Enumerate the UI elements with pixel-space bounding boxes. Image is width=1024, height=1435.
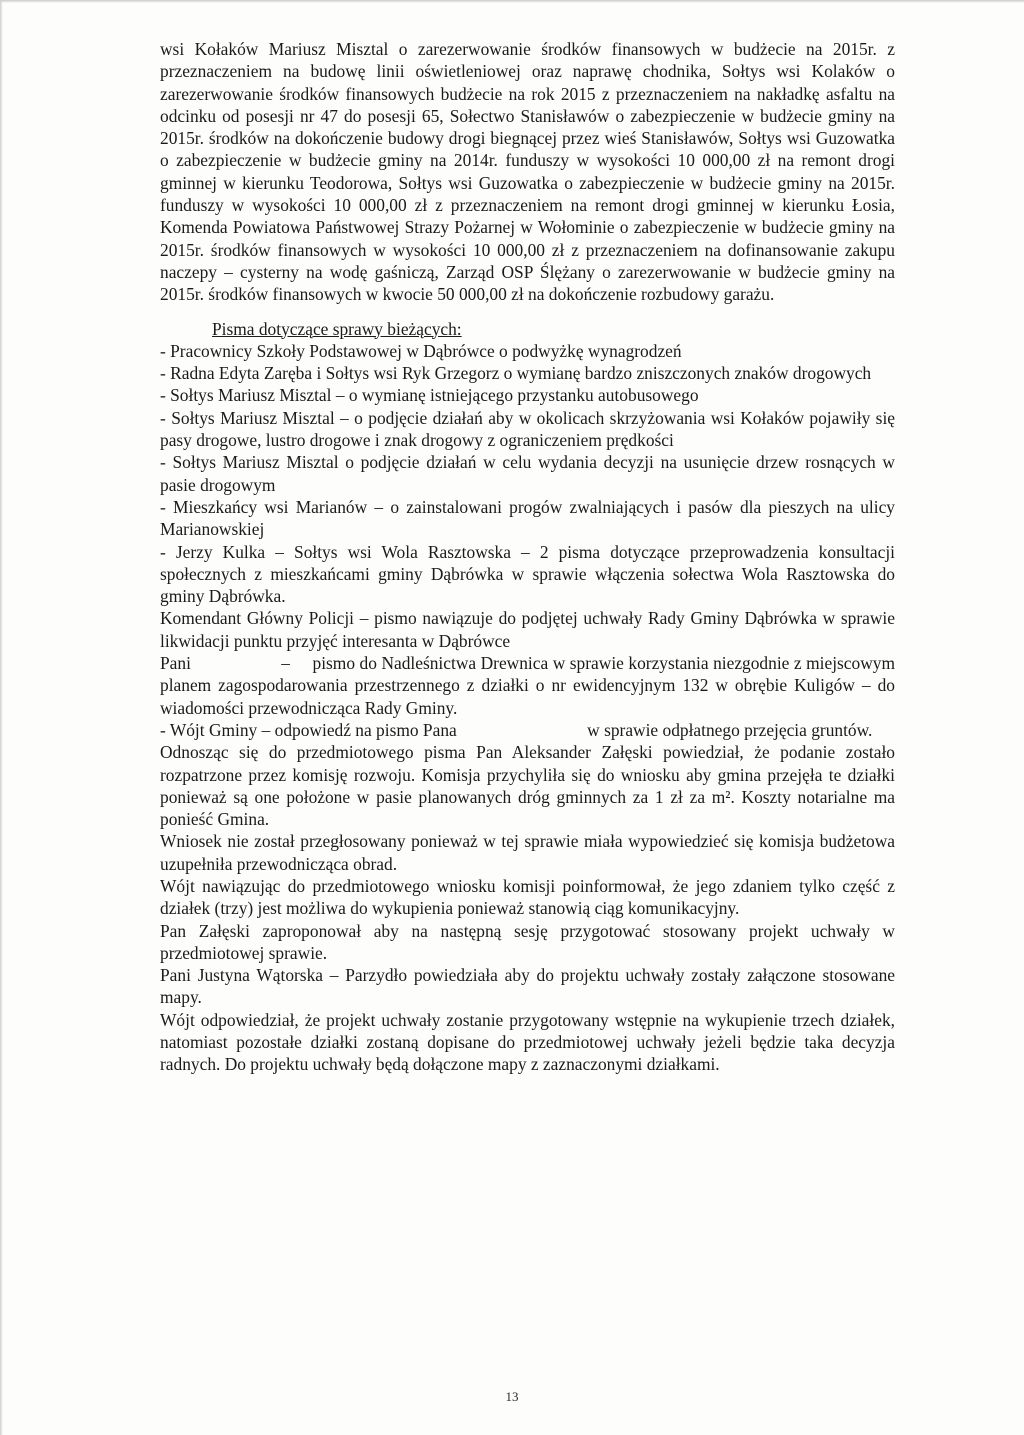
page-body: [160, 38, 900, 1076]
list-item: Wójt odpowiedział, że projekt uchwały zostanie przygotowany wstępnie na wykupienie trzech działek, natomiast pozostałe działki zostaną dopisane do przedmiotowej uchwały jeżeli będzie taka decyzja radnych. Do projektu uchwały będą dołączone mapy z zaznaczonymi działkami.: [160, 1009, 895, 1075]
list-item: Odnosząc się do przedmiotowego pisma Pan Aleksander Załęski powiedział, że podanie zostało rozpatrzone przez komisję rozwoju. Komisja przychyliła się do wniosku aby gmina przejęła te działki ponieważ są one położone w pasie planowanych dróg gminnych za 1 zł za m². Koszty notarialne ma ponieść Gmina.: [160, 742, 895, 830]
list-item: - Sołtys Mariusz Misztal o podjęcie działań w celu wydania decyzji na usunięcie drzew rosnących w pasie drogowym: [160, 452, 895, 495]
list-item: - Pracownicy Szkoły Podstawowej w Dąbrówce o podwyżkę wynagrodzeń: [160, 340, 682, 361]
list-item: - Jerzy Kulka – Sołtys wsi Wola Rasztowska – 2 pisma dotyczące przeprowadzenia konsultacji społecznych z mieszkańcami gminy Dąbrówka w sprawie włączenia sołectwa Wola Rasztowska do gminy Dąbrówka.: [160, 541, 895, 607]
list-item: Wniosek nie został przegłosowany ponieważ w tej sprawie miała wypowiedzieć się komisja budżetowa uzupełniła przewodnicząca obrad.: [160, 831, 895, 874]
list-item: - Sołtys Mariusz Misztal – o wymianę istniejącego przystanku autobusowego: [160, 385, 699, 406]
list-item: Wójt nawiązując do przedmiotowego wniosku komisji poinformował, że jego zdaniem tylko część z działek (trzy) jest możliwa do wykupienia ponieważ stanowią ciąg komunikacyjny.: [160, 875, 895, 919]
intro-paragraph: wsi Kołaków Mariusz Misztal o zarezerwowanie środków finansowych w budżecie na 2015r. z przeznaczeniem na budowę linii oświetleniowej oraz naprawę chodnika, Sołtys wsi Kolaków o zarezerwowanie środków finansowych budżecie na rok 2015 z przeznaczeniem na nakładkę asfaltu na odcinku od posesji nr 47 do posesji 65, Sołectwo Stanisławów o zabezpieczenie w budżecie gminy na 2015r. środków na dokończenie budowy drogi biegnącej przez wieś Stanisławów, Sołtys wsi Guzowatka o zabezpieczenie w budżecie gminy na 2014r. funduszy w wysokości 10 000,00 zł na remont drogi gminnej w kierunku Teodorowa, Sołtys wsi Guzowatka o zabezpieczenie w budżecie gminy na 2015r. funduszy w wysokości 10 000,00 zł z przeznaczeniem na remont drogi gminnej w kierunku Łosia, Komenda Powiatowa Państwowej Strazy Pożarnej w Wołominie o zabezpieczenie w budżecie gminy na 2015r. środków finansowych w wysokości 10 000,00 zł z przeznaczeniem na dofinansowanie zakupu naczepy – cysterny na wodę gaśniczą, Zarząd OSP Ślężany o zarezerwowanie w budżecie gminy na 2015r. środków finansowych w kwocie 50 000,00 zł na dokończenie rozbudowy garażu.: [160, 39, 895, 305]
list-item: Komendant Główny Policji – pismo nawiązuje do podjętej uchwały Rady Gminy Dąbrówka w sprawie likwidacji punktu przyjęć interesanta w Dąbrówce: [160, 608, 895, 651]
list-item: - Wójt Gminy – odpowiedź na pismo Pana w sprawie odpłatnego przejęcia gruntów.: [160, 719, 873, 740]
list-item: - Mieszkańcy wsi Marianów – o zainstalowani progów zwalniających i pasów dla pieszych na ulicy Marianowskiej: [160, 496, 895, 540]
list-item: Pani – pismo do Nadleśnictwa Drewnica w sprawie korzystania niezgodnie z miejscowym planem zagospodarowania przestrzennego z działki o nr ewidencyjnym 132 w obrębie Kuligów – do wiadomości przewodnicząca Rady Gminy.: [160, 653, 900, 718]
scan-edge-left: [0, 0, 3, 1435]
list-item: Pan Załęski zaproponował aby na następną sesję przygotować stosowany projekt uchwały w przedmiotowej sprawie.: [160, 920, 895, 963]
list-item: - Sołtys Mariusz Misztal – o podjęcie działań aby w okolicach skrzyżowania wsi Kołaków pojawiły się pasy drogowe, lustro drogowe i znak drogowy z ograniczeniem prędkości: [160, 407, 895, 451]
page-number: 13: [505, 1389, 519, 1404]
scan-edge-top: [0, 0, 1024, 3]
section-heading: Pisma dotyczące sprawy bieżących:: [212, 318, 462, 339]
list-item: Pani Justyna Wątorska – Parzydło powiedziała aby do projektu uchwały zostały załączone stosowane mapy.: [160, 965, 895, 1008]
list-item: - Radna Edyta Zaręba i Sołtys wsi Ryk Grzegorz o wymianę bardzo zniszczonych znaków drogowych: [160, 363, 872, 384]
